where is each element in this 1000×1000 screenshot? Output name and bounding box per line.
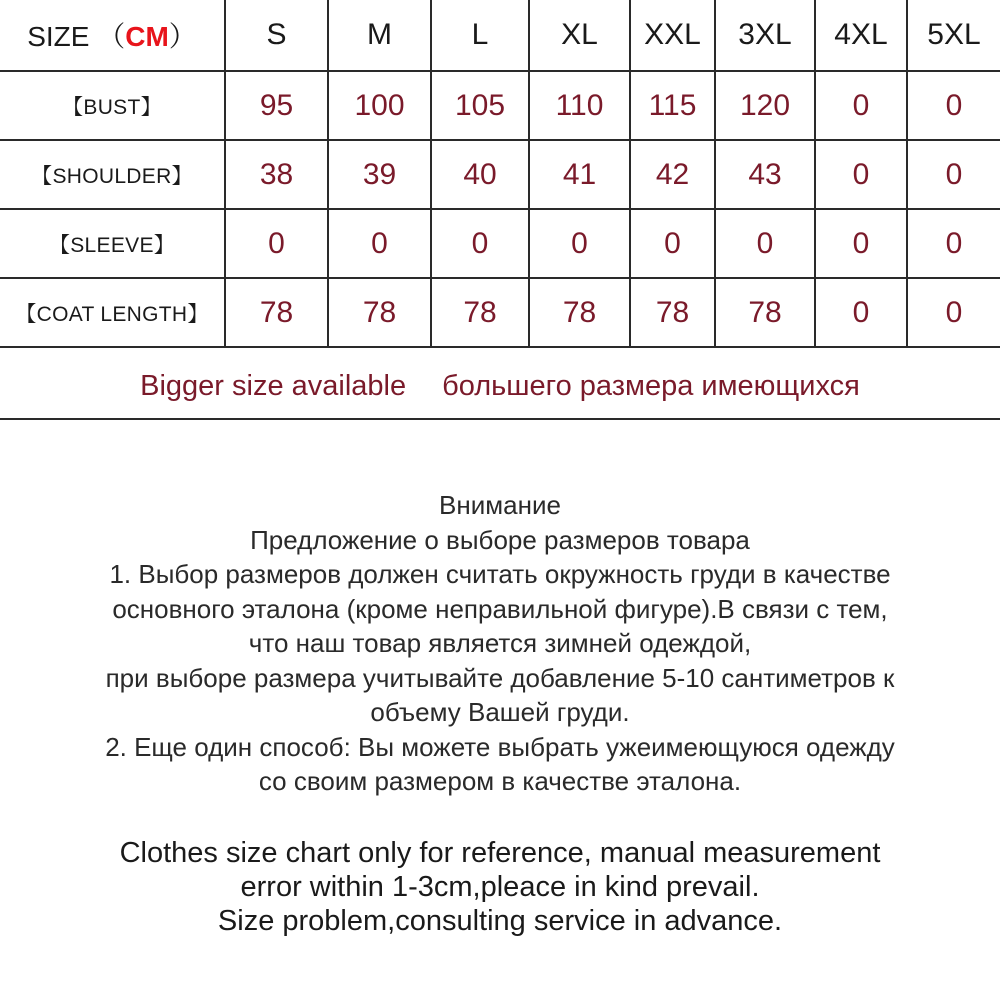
notice-line: со своим размером в качестве эталона. (258, 766, 742, 796)
disclaimer-line: Clothes size chart only for reference, manual measurement (119, 837, 881, 869)
table-cell: 0 (907, 278, 1000, 347)
table-cell: 39 (328, 140, 431, 209)
size-column-header: M (328, 0, 431, 71)
size-column-header: 4XL (815, 0, 907, 71)
table-cell: 38 (225, 140, 328, 209)
size-disclaimer (0, 836, 1000, 938)
table-cell: 0 (328, 209, 431, 278)
table-cell: 78 (431, 278, 529, 347)
table-cell: 78 (328, 278, 431, 347)
table-cell: 100 (328, 71, 431, 140)
size-column-header: XXL (630, 0, 715, 71)
notice-line: 2. Еще один способ: Вы можете выбрать ужеимеющуюся одежду (105, 731, 895, 762)
table-cell: 0 (815, 278, 907, 347)
table-cell: 110 (529, 71, 630, 140)
size-column-header: 3XL (715, 0, 815, 71)
notice-line: что наш товар является зимней одеждой, (248, 628, 752, 658)
banner-russian-text: большего размера имеющихся (442, 369, 860, 402)
table-cell: 0 (907, 140, 1000, 209)
table-cell: 0 (630, 209, 715, 278)
size-unit-header: SIZE （CM） (0, 0, 225, 71)
table-cell: 115 (630, 71, 715, 140)
table-cell: 0 (907, 71, 1000, 140)
size-column-header: 5XL (907, 0, 1000, 71)
table-row (0, 278, 1000, 347)
banner-english-text: Bigger size available (140, 369, 407, 402)
table-cell: 95 (225, 71, 328, 140)
notice-heading: Внимание (439, 490, 561, 520)
table-row (0, 71, 1000, 140)
table-cell: 0 (907, 209, 1000, 278)
size-chart-table (0, 0, 1000, 348)
size-column-header: L (431, 0, 529, 71)
table-cell: 78 (630, 278, 715, 347)
table-row (0, 209, 1000, 278)
unit-label: CM (125, 21, 169, 52)
notice-line: объему Вашей груди. (370, 697, 630, 727)
size-header-row (0, 0, 1000, 71)
row-label-coat-length: 【COAT LENGTH】 (0, 278, 225, 347)
notice-line: при выборе размера учитывайте добавление 5-10 сантиметров к (105, 662, 895, 693)
row-label-bust: 【BUST】 (0, 71, 225, 140)
table-cell: 42 (630, 140, 715, 209)
table-cell: 78 (529, 278, 630, 347)
table-cell: 43 (715, 140, 815, 209)
size-column-header: XL (529, 0, 630, 71)
table-cell: 41 (529, 140, 630, 209)
table-cell: 105 (431, 71, 529, 140)
table-cell: 0 (815, 209, 907, 278)
row-label-shoulder: 【SHOULDER】 (0, 140, 225, 209)
size-advice-notice (0, 488, 1000, 799)
bigger-size-banner (0, 354, 1000, 420)
row-label-sleeve: 【SLEEVE】 (0, 209, 225, 278)
table-cell: 0 (225, 209, 328, 278)
disclaimer-line: Size problem,consulting service in advance. (217, 905, 783, 937)
table-cell: 0 (715, 209, 815, 278)
table-cell: 0 (815, 140, 907, 209)
notice-subheading: Предложение о выборе размеров товара (250, 524, 750, 555)
table-cell: 0 (529, 209, 630, 278)
notice-line: 1. Выбор размеров должен считать окружность груди в качестве (109, 559, 891, 589)
table-cell: 40 (431, 140, 529, 209)
size-label: SIZE (27, 21, 90, 52)
table-cell: 0 (815, 71, 907, 140)
table-cell: 78 (225, 278, 328, 347)
disclaimer-line: error within 1-3cm,pleace in kind prevail. (240, 871, 760, 903)
notice-line: основного эталона (кроме неправильной фигуре).В связи с тем, (112, 593, 888, 624)
table-cell: 78 (715, 278, 815, 347)
size-column-header: S (225, 0, 328, 71)
table-cell: 120 (715, 71, 815, 140)
table-row (0, 140, 1000, 209)
table-cell: 0 (431, 209, 529, 278)
